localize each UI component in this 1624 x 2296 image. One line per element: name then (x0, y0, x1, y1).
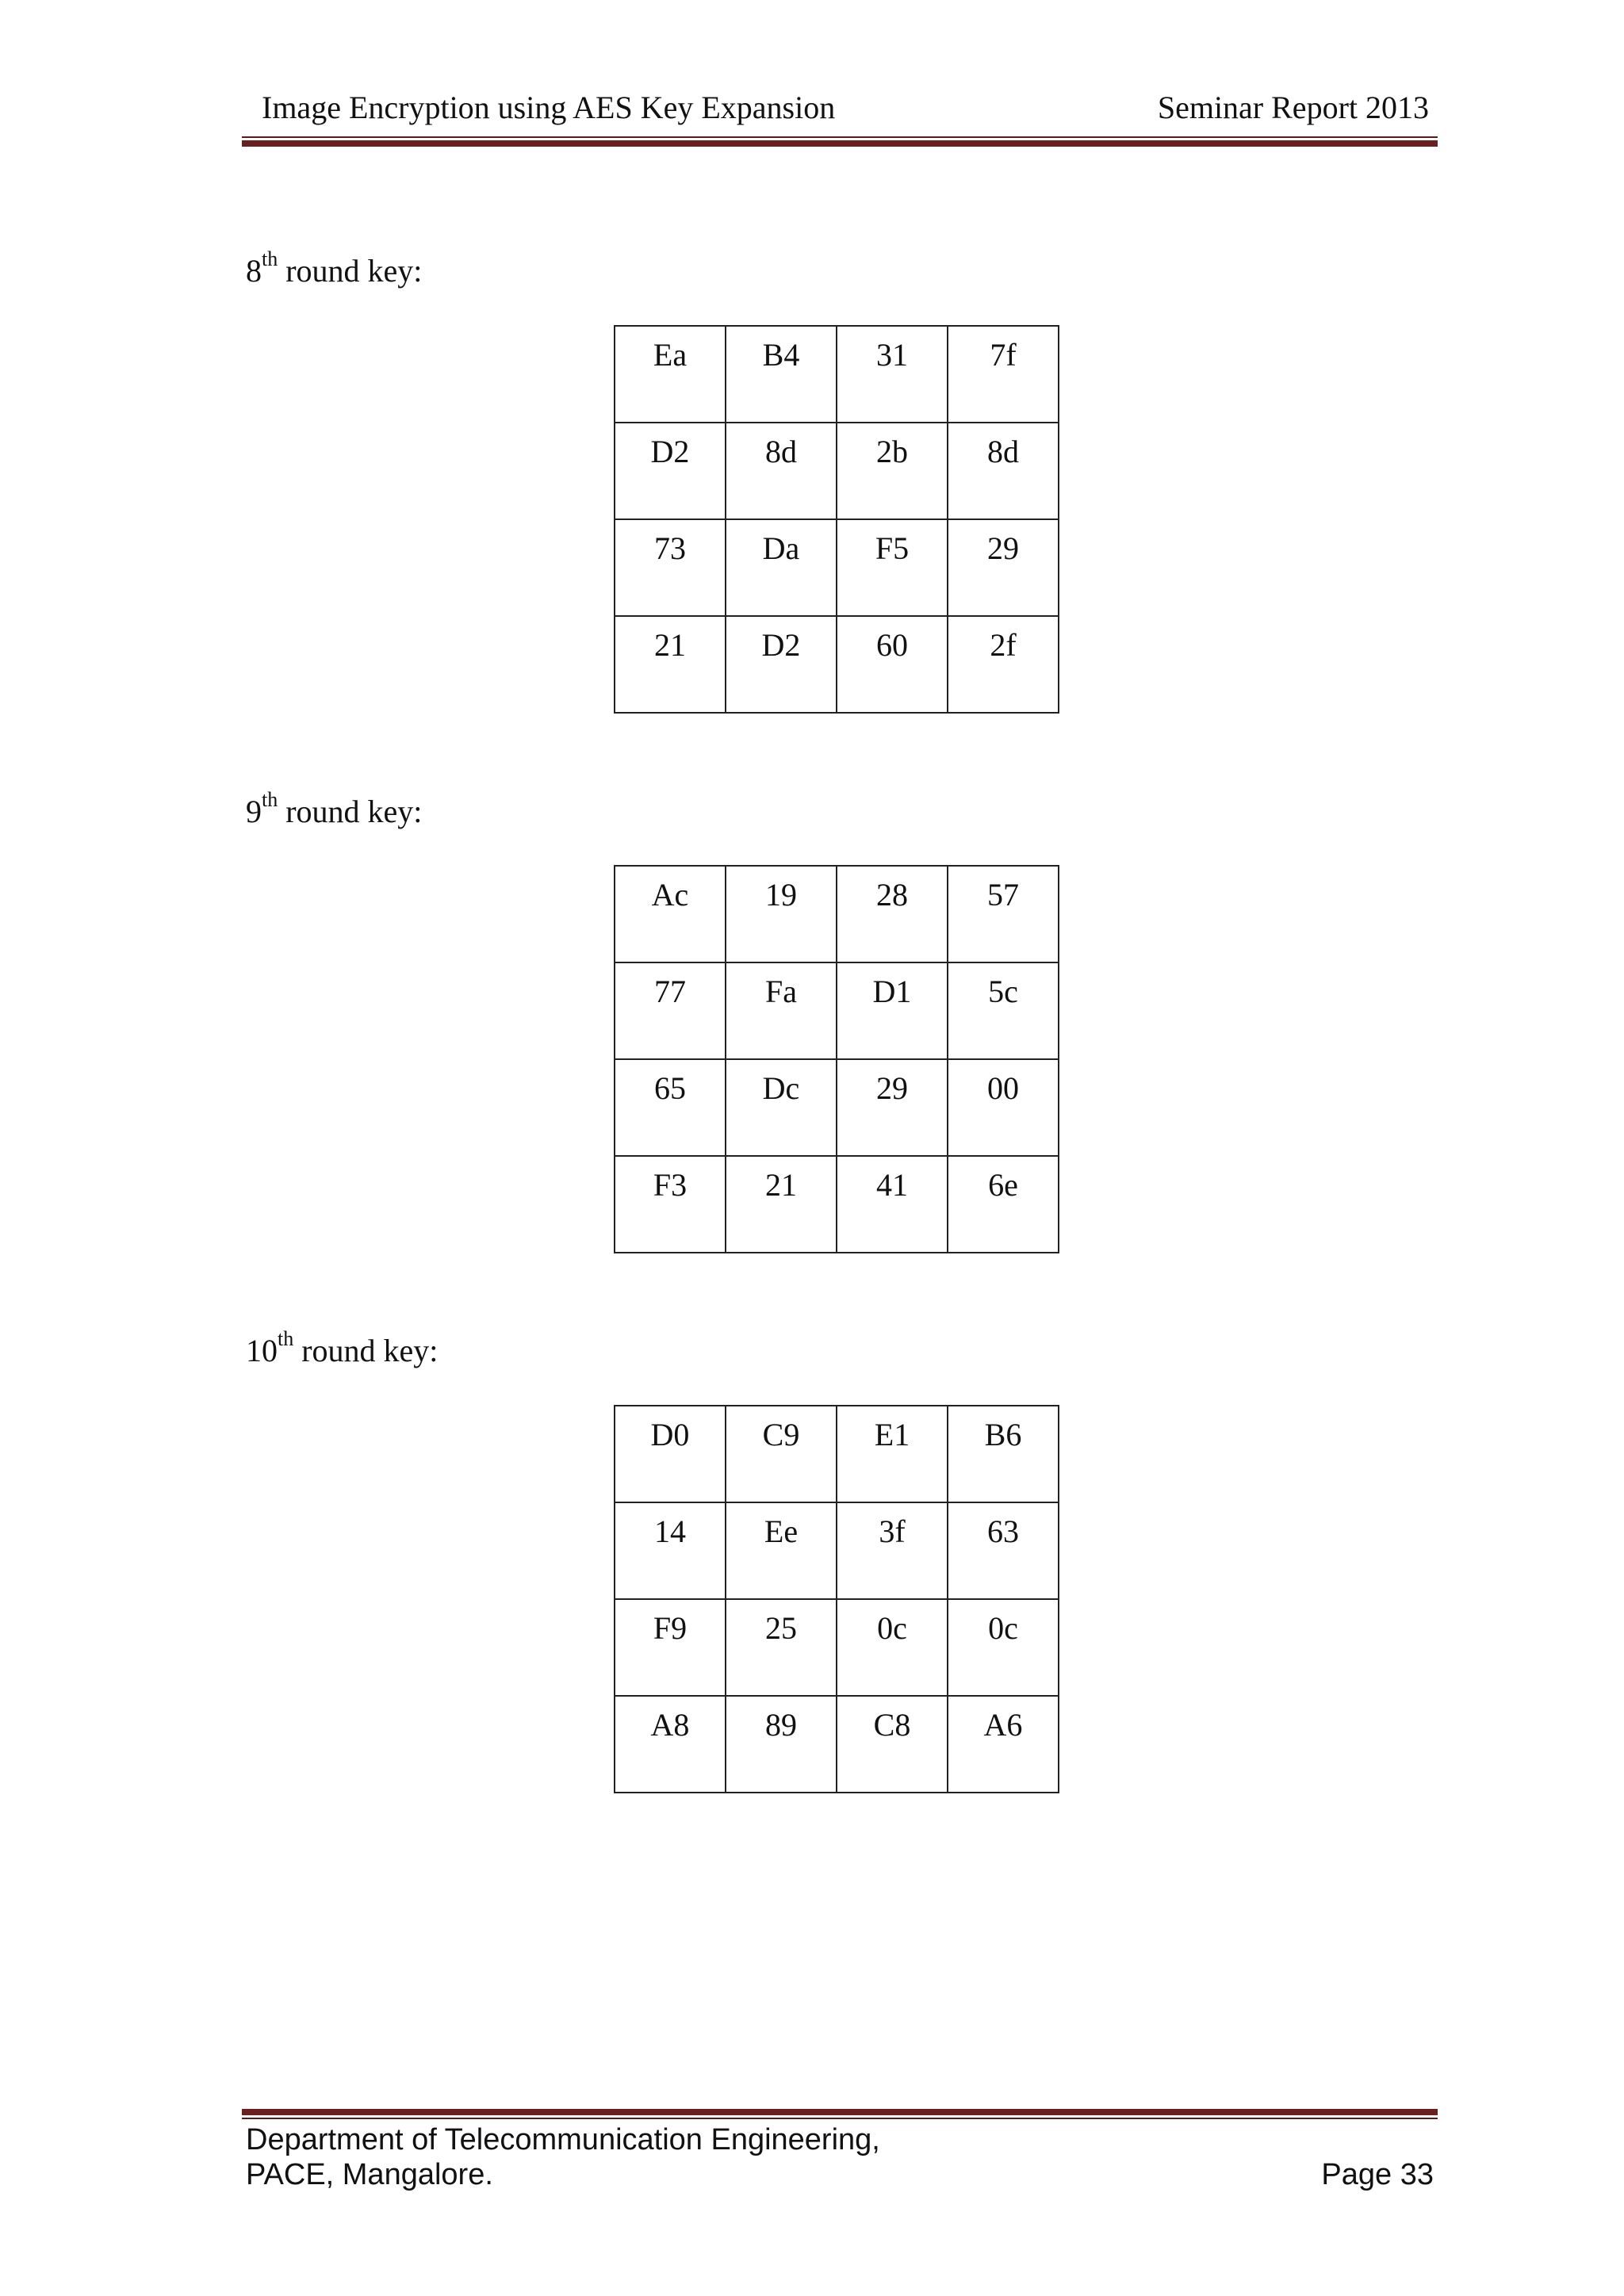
matrix-cell: 77 (615, 962, 726, 1059)
header-rule-thick (242, 140, 1438, 147)
matrix-cell: 41 (837, 1156, 948, 1253)
matrix-cell: 21 (726, 1156, 837, 1253)
matrix-cell: 7f (948, 326, 1059, 423)
matrix-row (615, 962, 1059, 1059)
matrix-cell: 8d (948, 423, 1059, 519)
matrix-cell: F5 (837, 519, 948, 616)
matrix-cell: D2 (615, 423, 726, 519)
ordinal-suffix: th (278, 1327, 294, 1350)
matrix-cell: 2f (948, 616, 1059, 713)
matrix-cell: 63 (948, 1502, 1059, 1599)
matrix-cell: 19 (726, 866, 837, 962)
matrix-cell: 14 (615, 1502, 726, 1599)
footer-institution: PACE, Mangalore. (246, 2158, 493, 2191)
matrix-row (615, 1059, 1059, 1156)
matrix-cell: Ee (726, 1502, 837, 1599)
matrix-row (615, 423, 1059, 519)
matrix-cell: 0c (948, 1599, 1059, 1696)
matrix-cell: E1 (837, 1406, 948, 1502)
matrix-row (615, 616, 1059, 713)
matrix-cell: 29 (837, 1059, 948, 1156)
matrix-cell: Da (726, 519, 837, 616)
matrix-row (615, 866, 1059, 962)
footer-rule-thick (242, 2109, 1438, 2115)
header-report-label: Seminar Report 2013 (1157, 90, 1429, 125)
ordinal-suffix: th (262, 788, 278, 811)
round-key-10-matrix (614, 1405, 1059, 1793)
matrix-cell: C8 (837, 1696, 948, 1793)
footer-rule-thin (242, 2118, 1438, 2119)
footer-department: Department of Telecommunication Engineering, (246, 2123, 880, 2156)
matrix-row (615, 1156, 1059, 1253)
matrix-cell: Ea (615, 326, 726, 423)
matrix-cell: Fa (726, 962, 837, 1059)
matrix-row (615, 1406, 1059, 1502)
matrix-row (615, 326, 1059, 423)
header-rule-thin (242, 136, 1438, 138)
matrix-cell: F3 (615, 1156, 726, 1253)
matrix-cell: A6 (948, 1696, 1059, 1793)
round-key-text: round key: (278, 253, 423, 289)
round-key-text: round key: (278, 794, 423, 829)
round-key-8-matrix (614, 325, 1059, 714)
matrix-cell: 73 (615, 519, 726, 616)
matrix-cell: 8d (726, 423, 837, 519)
matrix-cell: 21 (615, 616, 726, 713)
matrix-cell: 57 (948, 866, 1059, 962)
matrix-cell: 29 (948, 519, 1059, 616)
matrix-cell: 28 (837, 866, 948, 962)
round-key-8-label (246, 247, 423, 289)
matrix-cell: Dc (726, 1059, 837, 1156)
matrix-row (615, 1696, 1059, 1793)
page-number: Page 33 (1321, 2158, 1434, 2191)
matrix-cell: B6 (948, 1406, 1059, 1502)
ordinal-suffix: th (262, 247, 278, 270)
round-number: 8 (246, 253, 262, 289)
matrix-cell: 31 (837, 326, 948, 423)
round-key-text: round key: (293, 1333, 439, 1368)
matrix-cell: D2 (726, 616, 837, 713)
round-number: 9 (246, 794, 262, 829)
matrix-cell: 60 (837, 616, 948, 713)
round-key-9-label (246, 788, 423, 830)
matrix-cell: 6e (948, 1156, 1059, 1253)
matrix-cell: 5c (948, 962, 1059, 1059)
matrix-cell: B4 (726, 326, 837, 423)
matrix-cell: 00 (948, 1059, 1059, 1156)
matrix-row (615, 519, 1059, 616)
matrix-cell: Ac (615, 866, 726, 962)
matrix-cell: D1 (837, 962, 948, 1059)
matrix-cell: 89 (726, 1696, 837, 1793)
round-key-10-label (246, 1327, 439, 1369)
round-key-9-matrix (614, 865, 1059, 1253)
header-title: Image Encryption using AES Key Expansion (262, 90, 836, 125)
matrix-cell: 0c (837, 1599, 948, 1696)
matrix-cell: 65 (615, 1059, 726, 1156)
round-number: 10 (246, 1333, 278, 1368)
matrix-cell: 2b (837, 423, 948, 519)
matrix-cell: D0 (615, 1406, 726, 1502)
matrix-row (615, 1502, 1059, 1599)
matrix-cell: A8 (615, 1696, 726, 1793)
matrix-cell: 25 (726, 1599, 837, 1696)
matrix-row (615, 1599, 1059, 1696)
matrix-cell: 3f (837, 1502, 948, 1599)
matrix-cell: F9 (615, 1599, 726, 1696)
matrix-cell: C9 (726, 1406, 837, 1502)
